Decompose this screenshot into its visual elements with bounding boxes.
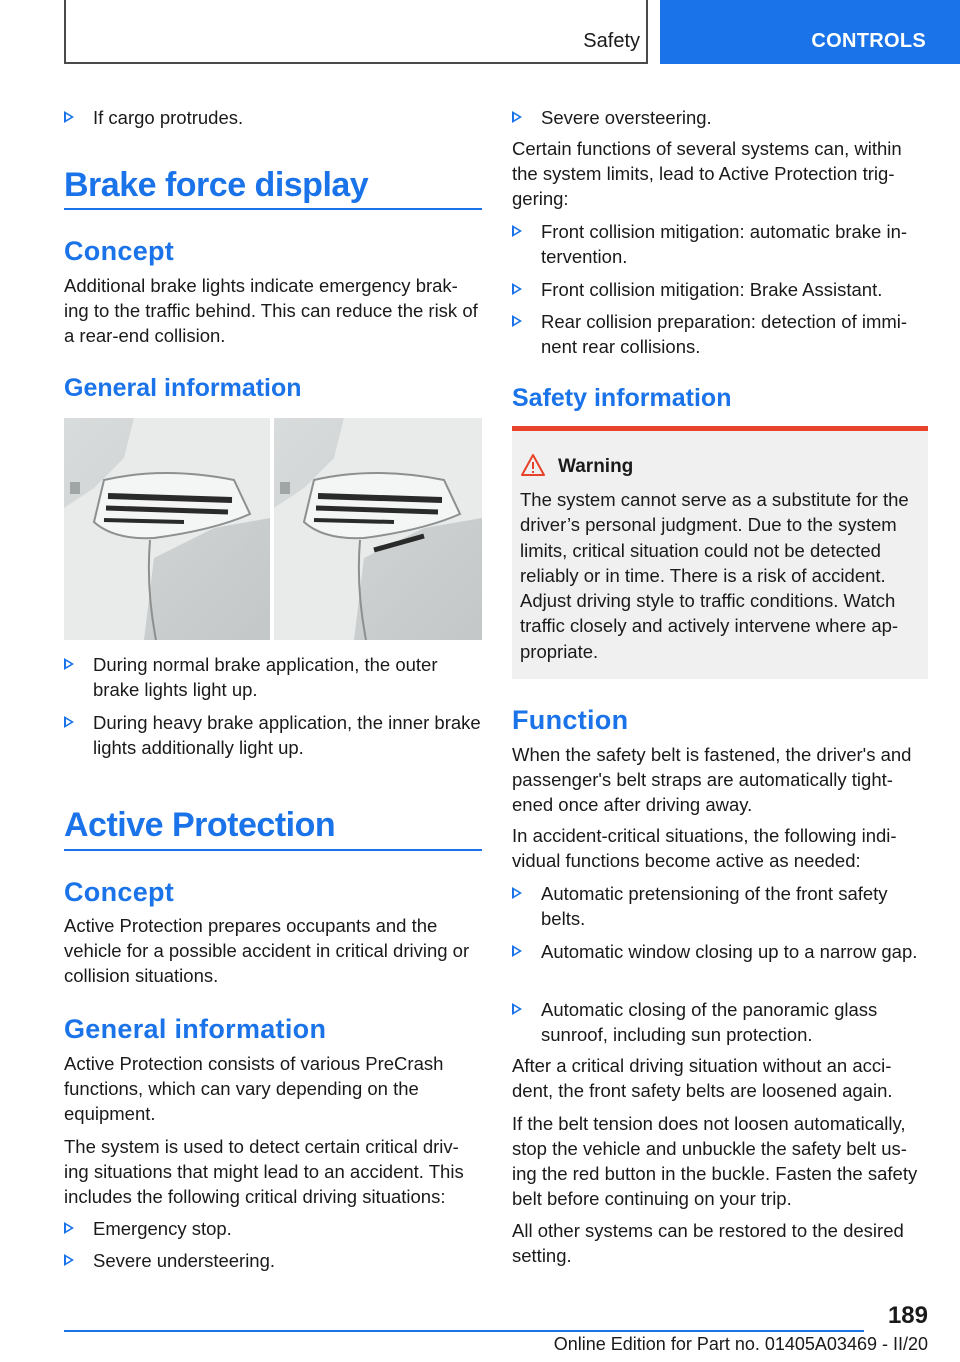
list-item: Severe oversteering. [512,105,928,130]
function-paragraph-4: If the belt tension does not loosen automatically, stop the vehicle and unbuckle the safety belt us-ing the red button in the buckle. Fasten the safety belt before continuing on your trip. [512,1113,918,1209]
bullet-triangle-icon [64,1222,74,1234]
bullet-triangle-icon [512,1003,522,1015]
heading-brake-force-display: Brake force display [64,166,369,204]
list-item: Emergency stop. [64,1216,482,1241]
bullet-triangle-icon [64,716,74,728]
page-number: 189 [887,1302,928,1329]
footer-edition: Online Edition for Part no. 01405A03469 - II/20 [553,1334,928,1354]
function-paragraph-2: In accident-critical situations, the following indi-vidual functions become active as needed: [512,825,897,871]
warning-text: The system cannot serve as a substitute for the driver’s personal judgment. Due to the system limits, critical situation could not be detected reliably or in time. There is a risk of accident. Adjust driving style to traffic conditions. Watch traffic closely and actively intervene where ap-propriate. [520,489,909,662]
bullet-triangle-icon [64,658,74,670]
list-item: Automatic closing of the panoramic glass sunroof, including sun protection. [512,997,928,1047]
list-item: Rear collision preparation: detection of immi-nent rear collisions. [512,309,928,359]
footer-rule [64,1330,864,1332]
heading-general-information: General information [64,1014,327,1044]
list-item: Automatic window closing up to a narrow gap. [512,939,928,964]
list-item: During normal brake application, the outer brake lights light up. [64,652,482,702]
list-item: Automatic pretensioning of the front safety belts. [512,881,928,931]
heading-general-information: General information [64,374,302,402]
warning-box [512,426,928,679]
function-paragraph: When the safety belt is fastened, the driver's and passenger's belt straps are automatically tight-ened once after driving away. [512,744,912,815]
list-item: Front collision mitigation: Brake Assistant. [512,277,928,302]
header-left-box [64,0,648,64]
bullet-triangle-icon [64,111,74,123]
ap-general-paragraph-2: The system is used to detect certain critical driv-ing situations that might lead to an accident. This includes the following critical driving situations: [64,1136,464,1207]
functions-intro-paragraph: Certain functions of several systems can, within the system limits, lead to Active Protection trig-gering: [512,138,902,209]
bullet-triangle-icon [512,887,522,899]
bullet-triangle-icon [512,315,522,327]
bullet-triangle-icon [64,1254,74,1266]
ap-concept-paragraph: Active Protection prepares occupants and the vehicle for a possible accident in critical driving or collision situations. [64,915,470,986]
list-item: Front collision mitigation: automatic brake in-tervention. [512,219,928,269]
function-paragraph-3: After a critical driving situation without an acci-dent, the front safety belts are loosened again. [512,1055,893,1101]
bullet-triangle-icon [512,945,522,957]
bullet-triangle-icon [512,225,522,237]
warning-triangle-icon [520,453,546,477]
heading-safety-information: Safety information [512,384,732,412]
header-chapter-title: CONTROLS [811,30,926,52]
heading-function: Function [512,705,629,735]
list-item: Severe understeering. [64,1248,482,1273]
brake-lights-illustration [64,418,482,640]
heading-active-protection: Active Protection [64,806,336,844]
ap-general-paragraph: Active Protection consists of various PreCrash functions, which can vary depending on the equipment. [64,1053,444,1124]
heading-concept: Concept [64,236,175,266]
illustration-right-panel [274,418,482,640]
bullet-triangle-icon [512,283,522,295]
function-paragraph-5: All other systems can be restored to the desired setting. [512,1220,904,1266]
illustration-left-panel [64,418,270,640]
concept-paragraph: Additional brake lights indicate emergency brak-ing to the traffic behind. This can reduce the risk of a rear-end collision. [64,275,478,346]
heading-rule [64,849,482,851]
bullet-triangle-icon [512,111,522,123]
header-chapter-tab [660,0,960,64]
list-item: During heavy brake application, the inner brake lights additionally light up. [64,710,482,760]
header-section-title: Safety [583,30,640,52]
heading-concept: Concept [64,877,175,907]
list-item: If cargo protrudes. [64,105,482,130]
warning-title: Warning [558,456,634,477]
heading-rule [64,208,482,210]
